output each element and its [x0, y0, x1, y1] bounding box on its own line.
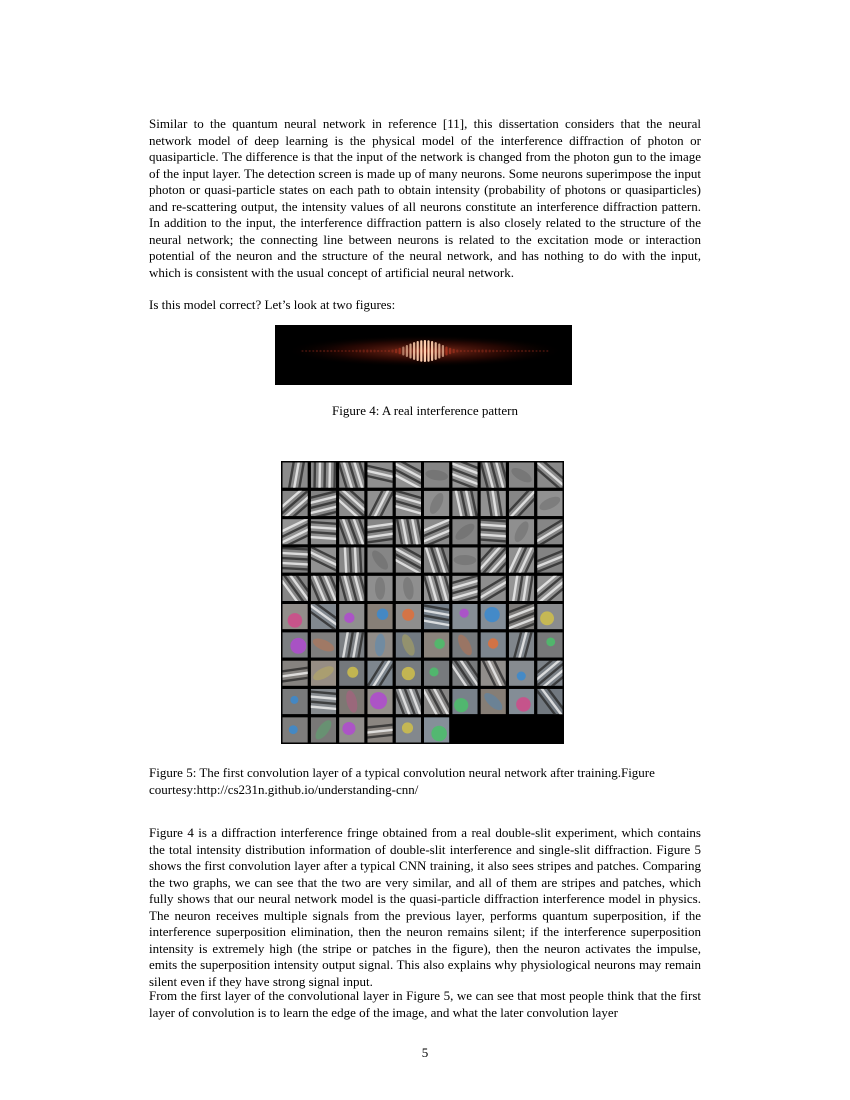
fringe-line [460, 350, 462, 352]
body-paragraph-2: Is this model correct? Let’s look at two figures: [149, 297, 396, 312]
fringe-line [474, 350, 476, 353]
filter-tile [339, 661, 364, 686]
filter-tile [311, 661, 336, 686]
fringe-line [355, 350, 357, 352]
body-paragraph-1: Similar to the quantum neural network in reference [11], this dissertation considers that the neural network model of deep learning is the physical model of the interference diffraction of photon or quasiparticle. The difference is that the input of the network is changed from the photon gun to the image of the input layer. The detection screen is made up of many neurons. Some neurons superimpose the input photon or quasi-particle states on each path to obtain intensity (probability of photons or quasiparticles) and re-scattering output, the intensity values of all neurons constitute an interference diffraction pattern. In addition to the input, the interference diffraction pattern is also closely related to the structure of the neural network; the connecting line between neurons is related to the excitation mode or interaction potential of the neuron and the structure of the neural network, and has nothing to do with the input, which is consistent with the usual concept of artificial neural network. [149, 116, 701, 280]
fringe-line [546, 350, 548, 352]
filter-tile [424, 661, 449, 686]
fringe-line [532, 350, 534, 352]
filter-tile [481, 689, 506, 714]
fringe-line [420, 340, 422, 361]
fringe-line [395, 349, 397, 353]
page-number: 5 [421, 1045, 429, 1060]
fringe-line [467, 350, 469, 352]
filter-tile [339, 717, 364, 742]
fringe-line [406, 345, 408, 357]
fringe-line [327, 350, 329, 352]
fringe-line [528, 350, 530, 352]
filter-tile [424, 463, 449, 488]
fringe-line [427, 340, 429, 361]
fringe-line [413, 342, 415, 360]
filter-tile [396, 661, 421, 686]
filter-tile [452, 519, 477, 544]
fringe-line [521, 350, 523, 352]
fringe-line [359, 350, 361, 353]
fringe-line [507, 350, 509, 352]
fringe-line [496, 350, 498, 352]
filter-tile [452, 689, 477, 714]
fringe-line [499, 350, 501, 352]
fringe-line [525, 350, 527, 352]
fringe-line [312, 350, 314, 352]
filter-tile [367, 689, 392, 714]
filter-tile [367, 576, 392, 601]
body-paragraph-4: From the first layer of the convolutional layer in Figure 5, we can see that most people think that the first layer of convolution is to learn the edge of the image, and what the later convolution layer [149, 988, 701, 1020]
fringe-line [435, 342, 437, 360]
fringe-line [341, 350, 343, 352]
filter-tile [283, 689, 308, 714]
filter-tile [537, 491, 562, 516]
fringe-line [442, 345, 444, 357]
fringe-line [456, 349, 458, 352]
fringe-line [391, 349, 393, 352]
fringe-line [489, 350, 491, 353]
filter-tile [509, 519, 534, 544]
fringe-line [373, 350, 375, 353]
body-paragraph-3: Figure 4 is a diffraction interference fringe obtained from a real double-slit experiment, which contains the total intensity distribution information of double-slit interference and single-slit diffraction. Figure 5 shows the first convolution layer after a typical CNN training, it also sees stripes and patches. Comparing the two graphs, we can see that the two are very similar, and all of them are stripes and patches, which fully shows that our neural network model is the quasi-particle diffraction interference model in physics. The neuron receives multiple signals from the previous layer, performs quantum superposition, if the interference superposition elimination, then the neuron remains silent; if the interference superposition intensity is extremely high (the stripe or patches in the figure), then the neuron activates the impulse, emits the superposition intensity output signal. This also explains why physiological neurons may remain silent even if they have strong signal input. [149, 825, 701, 989]
fringe-line [345, 350, 347, 352]
fringe-line [438, 344, 440, 359]
fringe-line [381, 350, 383, 352]
fringe-line [305, 350, 307, 352]
filter-tile [283, 604, 308, 629]
interference-pattern-figure [275, 325, 572, 385]
fringe-line [399, 348, 401, 354]
filter-tile [367, 547, 392, 572]
fringe-line [323, 350, 325, 352]
fringe-line [316, 350, 318, 352]
fringe-line [348, 350, 350, 352]
fringe-line [366, 350, 368, 353]
filter-tile [396, 604, 421, 629]
filter-tile [396, 576, 421, 601]
fringe-line [503, 350, 505, 352]
fringe-line [352, 350, 354, 352]
filter-tile [481, 604, 506, 629]
filter-tile [509, 661, 534, 686]
fringe-line [478, 350, 480, 353]
filter-tile [367, 604, 392, 629]
fringe-line [334, 350, 336, 352]
filter-tile [396, 717, 421, 742]
fringe-line [319, 350, 321, 352]
fringe-line [388, 350, 390, 352]
fringe-line [402, 346, 404, 355]
figure-5-caption: Figure 5: The first convolution layer of a typical convolution neural network after training.Figure courtesy:http://cs231n.github.io/understanding-cnn/ [149, 765, 655, 797]
filter-tile [452, 632, 477, 657]
fringe-line [539, 350, 541, 352]
filter-tile [311, 632, 336, 657]
filter-tile [537, 632, 562, 657]
fringe-line [301, 350, 303, 352]
fringe-line [417, 341, 419, 361]
filter-tile [509, 463, 534, 488]
fringe-line [463, 350, 465, 352]
fringe-line [409, 344, 411, 359]
filter-tile [283, 632, 308, 657]
fringe-line [445, 347, 447, 356]
fringe-line [431, 341, 433, 361]
fringe-line [492, 350, 494, 352]
fringe-line [424, 340, 426, 362]
filter-tile [339, 604, 364, 629]
filter-tile [339, 689, 364, 714]
filter-tile [509, 689, 534, 714]
fringe-line [535, 350, 537, 352]
filter-tile [424, 717, 449, 742]
fringe-line [514, 350, 516, 352]
fringe-line [370, 350, 372, 353]
filter-tile [367, 632, 392, 657]
fringe-line [453, 349, 455, 353]
fringe-line [337, 350, 339, 352]
figure-4-caption: Figure 4: A real interference pattern [332, 403, 518, 418]
filter-tile [396, 632, 421, 657]
fringe-line [481, 350, 483, 353]
filter-tile [424, 632, 449, 657]
filter-tile [481, 632, 506, 657]
filter-tile [283, 717, 308, 742]
filter-tile [311, 717, 336, 742]
fringe-line [517, 350, 519, 352]
fringe-line [543, 350, 545, 352]
conv-filters-grid-figure [281, 461, 564, 744]
fringe-line [309, 350, 311, 352]
filter-tile [452, 604, 477, 629]
fringe-line [449, 348, 451, 354]
fringe-line [485, 350, 487, 353]
fringe-line [471, 350, 473, 352]
fringe-line [377, 350, 379, 352]
fringe-line [510, 350, 512, 352]
filter-tile [452, 547, 477, 572]
fringe-line [363, 350, 365, 353]
filter-tile [424, 491, 449, 516]
fringe-line [384, 350, 386, 352]
fringe-line [330, 350, 332, 352]
filter-tile [537, 604, 562, 629]
